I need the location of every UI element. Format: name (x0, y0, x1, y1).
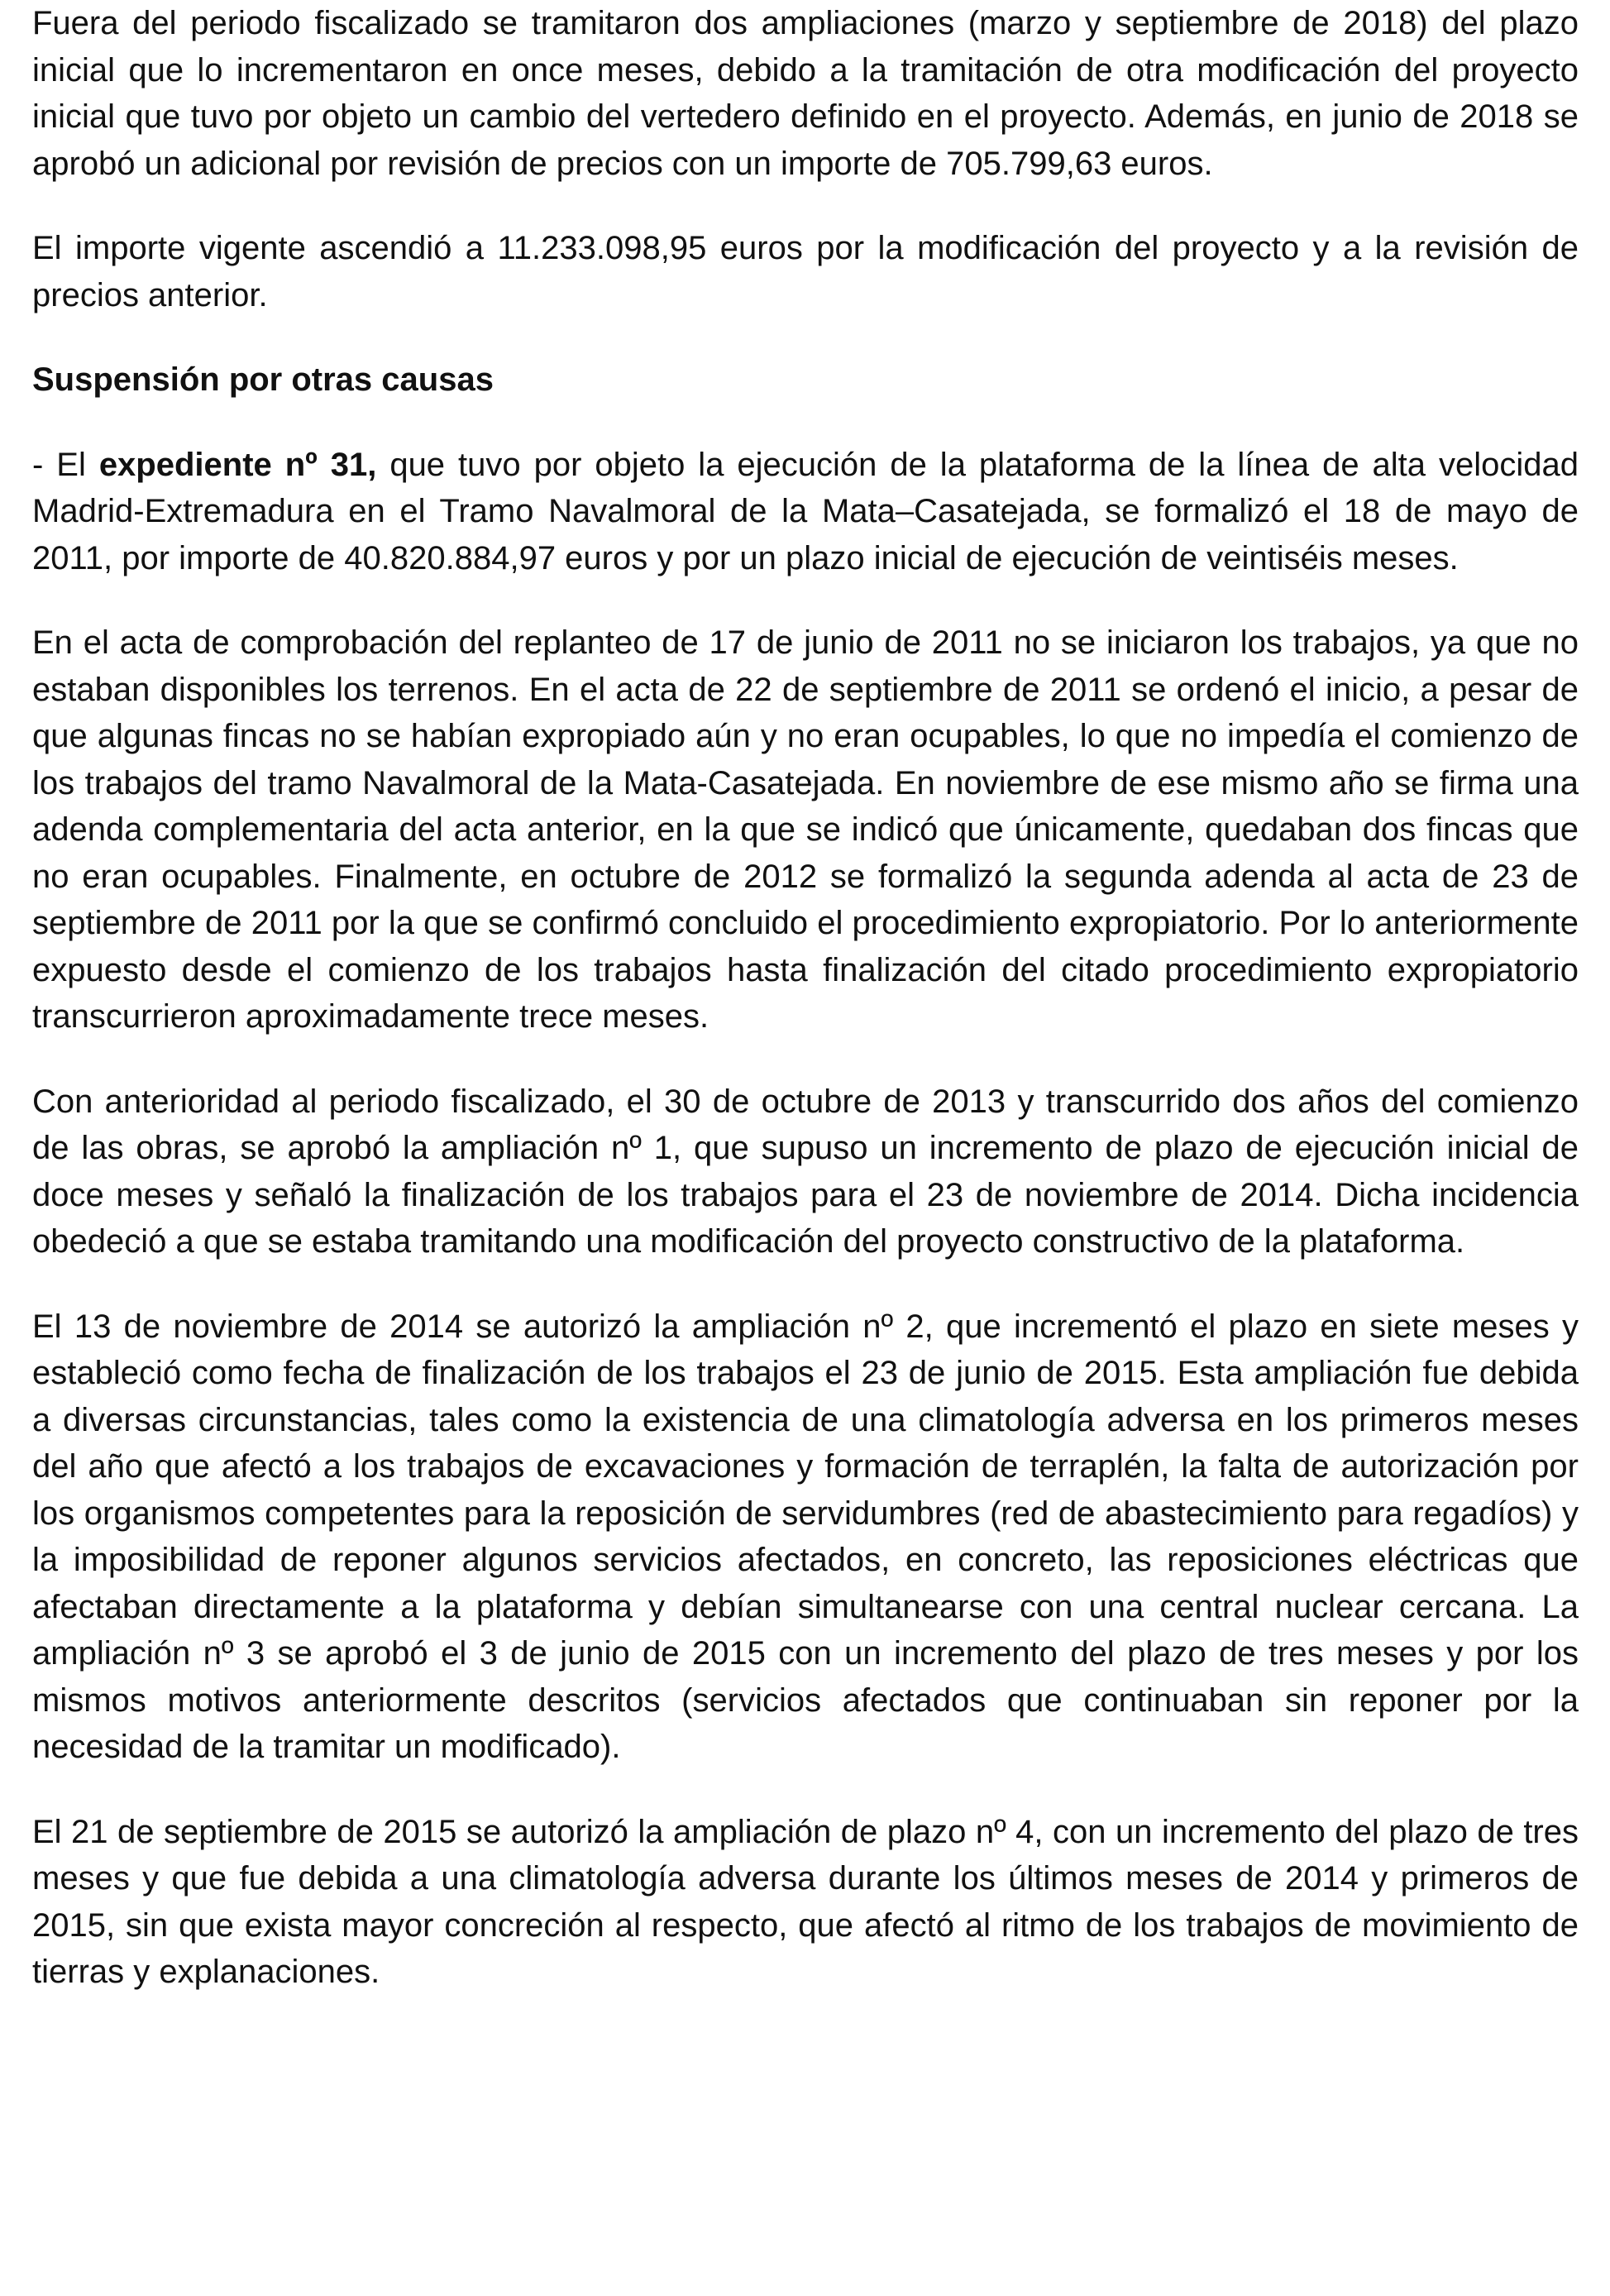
paragraph-expediente-31 (32, 442, 1579, 582)
paragraph-ampliacion-1: Con anterioridad al periodo fiscalizado, el 30 de octubre de 2013 y transcurrido dos años del comienzo de las obras, se aprobó la ampliación nº 1, que supuso un incremento de plazo de ejecución inicial de doce meses y señaló la finalización de los trabajos para el 23 de noviembre de 2014. Dicha incidencia obedeció a que se estaba tramitando una modificación del proyecto constructivo de la plataforma. (32, 1083, 1579, 1260)
paragraph-ampliacion-2-3: El 13 de noviembre de 2014 se autorizó la ampliación nº 2, que incrementó el plazo en siete meses y estableció como fecha de finalización de los trabajos el 23 de junio de 2015. Esta ampliación fue debida a diversas circunstancias, tales como la existencia de una climatología adversa en los primeros meses del año que afectó a los trabajos de excavaciones y formación de terraplén, la falta de autorización por los organismos competentes para la reposición de servidumbres (red de abastecimiento para regadíos) y la imposibilidad de reponer algunos servicios afectados, en concreto, las reposiciones eléctricas que afectaban directamente a la plataforma y debían simultanearse con una central nuclear cercana. La ampliación nº 3 se aprobó el 3 de junio de 2015 con un incremento del plazo de tres meses y por los mismos motivos anteriormente descritos (servicios afectados que continuaban sin reponer por la necesidad de la tramitar un modificado). (32, 1308, 1579, 1765)
expediente-reference: expediente nº 31, (98, 446, 377, 483)
document-page (32, 0, 1579, 2034)
paragraph-ampliacion-4: El 21 de septiembre de 2015 se autorizó la ampliación de plazo nº 4, con un incremento del plazo de tres meses y que fue debida a una climatología adversa durante los últimos meses de 2014 y primeros de 2015, sin que exista mayor concreción al respecto, que afectó al ritmo de los trabajos de movimiento de tierras y explanaciones. (32, 1813, 1579, 1990)
section-heading: Suspensión por otras causas (32, 361, 494, 398)
paragraph-importe-vigente: El importe vigente ascendió a 11.233.098,95 euros por la modificación del proyecto y a la revisión de precios anterior. (32, 230, 1579, 313)
paragraph-body: que tuvo por objeto la ejecución de la plataforma de la línea de alta velocidad Madrid-Extremadura en el Tramo Navalmoral de la Mata–Casatejada, se formalizó el 18 de mayo de 2011, por importe de 40.820.884,97 euros y por un plazo inicial de ejecución de veintiséis meses. (32, 446, 1579, 576)
paragraph-ampliaciones-2018: Fuera del periodo fiscalizado se tramitaron dos ampliaciones (marzo y septiembre de 2018) del plazo inicial que lo incrementaron en once meses, debido a la tramitación de otra modificación del proyecto inicial que tuvo por objeto un cambio del vertedero definido en el proyecto. Además, en junio de 2018 se aprobó un adicional por revisión de precios con un importe de 705.799,63 euros. (32, 5, 1579, 182)
paragraph-prefix: - El (32, 446, 99, 483)
paragraph-acta-replanteo: En el acta de comprobación del replanteo de 17 de junio de 2011 no se iniciaron los trabajos, ya que no estaban disponibles los terrenos. En el acta de 22 de septiembre de 2011 se ordenó el inicio, a pesar de que algunas fincas no se habían expropiado aún y no eran ocupables, lo que no impedía el comienzo de los trabajos del tramo Navalmoral de la Mata-Casatejada. En noviembre de ese mismo año se firma una adenda complementaria del acta anterior, en la que se indicó que únicamente, quedaban dos fincas que no eran ocupables. Finalmente, en octubre de 2012 se formalizó la segunda adenda al acta de 23 de septiembre de 2011 por la que se confirmó concluido el procedimiento expropiatorio. Por lo anteriormente expuesto desde el comienzo de los trabajos hasta finalización del citado procedimiento expropiatorio transcurrieron aproximadamente trece meses. (32, 624, 1579, 1035)
